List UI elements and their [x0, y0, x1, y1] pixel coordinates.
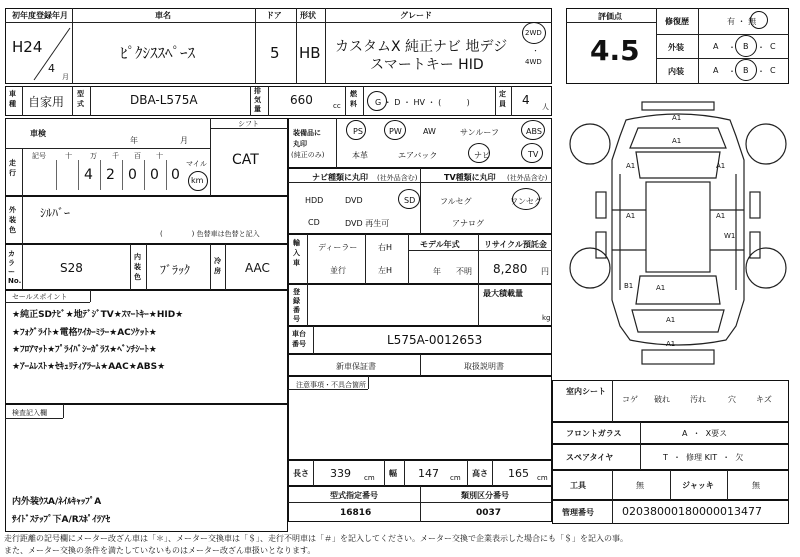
tv-title: TV種類に丸印 [444, 173, 496, 182]
usage-value: 自家用 [28, 95, 65, 109]
equip-title1: 装備品に [293, 129, 321, 137]
spare-label: スペアタイヤ [566, 453, 614, 462]
spare-value: T ・ 修理 KIT ・ 欠 [663, 453, 744, 462]
equip-navi: ナビ [474, 151, 490, 160]
int-color-label: 内装色 [134, 253, 141, 281]
score-label: 評価点 [598, 12, 622, 21]
ext-c: C [770, 42, 776, 51]
mileage-label: 走行 [9, 159, 16, 177]
int-c: C [770, 66, 776, 75]
car-name-label: 車名 [155, 11, 171, 20]
shape-label: 形状 [300, 11, 316, 20]
length-unit: cm [364, 474, 375, 482]
mileage-digit-4: 0 [171, 167, 180, 183]
shaken-year-unit: 年 [130, 136, 138, 145]
diag-label-11: A1 [666, 340, 676, 348]
drive-4wd: 4WD [525, 58, 542, 66]
displacement-value: 660 [290, 93, 313, 107]
capacity-value: 4 [522, 93, 530, 107]
sales-line-4: ★ｱｰﾑﾚｽﾄ★ｾｷｭﾘﾃｨｱﾗｰﾑ★AAC★ABS★ [12, 362, 166, 372]
import-parallel: 並行 [330, 266, 346, 275]
glass-label: フロントガラス [566, 429, 622, 438]
ps-circle [346, 120, 366, 140]
seat-item-4: キズ [756, 395, 772, 404]
seat-item-2: 汚れ [690, 395, 706, 404]
jack-value: 無 [752, 481, 760, 490]
fuel-circle [367, 91, 387, 111]
diag-label-8: B1 [624, 282, 634, 290]
diag-label-3: A1 [626, 162, 636, 170]
max-load-label: 最大積載量 [483, 289, 523, 298]
diag-label-4: A1 [716, 162, 726, 170]
first-reg-year: H24 [12, 38, 43, 56]
color-note: ( ) 色替車は色替と記入 [160, 230, 260, 238]
diag-label-9: A1 [656, 284, 666, 292]
ext-color-value: ｼﾙﾊﾞｰ [40, 206, 71, 220]
navi-hdd: HDD [305, 196, 324, 205]
diag-label-5: A1 [626, 212, 636, 220]
sales-line-3: ★ﾌﾛｱﾏｯﾄ★ﾌﾟﾗｲﾊﾞｼｰｶﾞﾗｽ★ﾍﾞﾝﾁｼｰﾄ★ [12, 345, 157, 355]
category-label: 類別区分番号 [461, 491, 509, 500]
shape-value: HB [299, 44, 321, 62]
inspector-label: 検査記入欄 [12, 409, 47, 417]
navi-dvd-play: DVD 再生可 [345, 219, 390, 228]
sales-line-1: ★純正SDﾅﾋﾞ★地ﾃﾞｼﾞTV★ｽﾏｰﾄｷｰ★HID★ [12, 310, 184, 320]
inspector-line-1: 内外装ｳｽA/ﾈｲﾙｷｬｯﾌﾟA [12, 497, 102, 507]
equip-abs: ABS [526, 127, 542, 136]
oneseg-circle [512, 188, 540, 210]
mileage-unit-2: 千 [112, 152, 119, 160]
mileage-unit-5: マイル [186, 160, 207, 168]
sd-circle [398, 189, 420, 209]
interior-label: 内装 [668, 67, 684, 76]
grade-line2: スマートキー HID [370, 57, 484, 73]
footer-line-1: 走行距離の記号欄にメーター改ざん車は「＊」、メーター交換車は「＄」、走行不明車は「＃」を記入してください。メーター交換で企業表示した場合にも「＄」を記入の事。 [4, 534, 628, 543]
displacement-label: 排気量 [254, 87, 261, 113]
manual-label: 取扱説明書 [464, 362, 504, 371]
repair-circle [750, 11, 768, 29]
mgmt-label: 管理番号 [562, 508, 594, 517]
grade-label: グレード [400, 11, 432, 20]
cc-unit: cc [333, 102, 341, 110]
model-year-value: 不明 [456, 267, 472, 276]
equip-sunroof: サンルーフ [460, 128, 499, 137]
sales-points-label: セールスポイント [12, 293, 68, 301]
navi-circle [468, 143, 490, 163]
length-label: 長さ [293, 469, 309, 478]
shift-label: シフト [238, 120, 259, 128]
int-circle [735, 59, 757, 81]
cool-value: AAC [245, 261, 270, 275]
fuel-label: 燃料 [350, 90, 357, 108]
type-cert-label: 型式指定番号 [330, 491, 378, 500]
usage-row [5, 86, 552, 116]
first-reg-month: 4 [48, 62, 55, 75]
notes-label: 注意事項・不具合箇所 [296, 381, 366, 389]
first-reg-label: 初年度登録年月 [12, 11, 68, 20]
chassis-value: L575A-0012653 [387, 333, 483, 347]
equip-aw: AW [423, 127, 436, 136]
diag-label-6: A1 [716, 212, 726, 220]
seat-item-3: 穴 [728, 395, 736, 404]
width-label: 幅 [389, 469, 397, 478]
ext-dot2: ・ [757, 43, 765, 52]
mileage-digit-2: 0 [128, 167, 137, 183]
mileage-sub: 記号 [32, 152, 46, 160]
equip-pw: PW [389, 127, 402, 136]
diag-label-10: A1 [666, 316, 676, 324]
diag-label-2: A1 [672, 137, 682, 145]
recycle-value: 8,280 [493, 262, 528, 276]
footer-line-2: また、メーター交換の条件を満たしていないものはメーター改ざん車扱いとなります。 [4, 546, 316, 555]
model-year-label: モデル年式 [420, 240, 460, 249]
int-dot1: ・ [728, 67, 736, 76]
capacity-label: 定員 [499, 90, 506, 108]
equip-tv: TV [528, 150, 539, 159]
model-label: 型式 [77, 90, 84, 108]
glass-value: A ・ X要ス [682, 429, 728, 438]
navi-sub: (社外品含む) [377, 174, 418, 182]
mileage-unit-4: 十 [156, 152, 163, 160]
month-suffix: 月 [62, 73, 69, 81]
seat-item-1: 破れ [654, 395, 670, 404]
tool-value: 無 [636, 481, 644, 490]
ext-dot1: ・ [728, 43, 736, 52]
score-value: 4.5 [590, 34, 640, 67]
warranty-label: 新車保証書 [336, 362, 376, 371]
int-a: A [713, 66, 719, 75]
width-value: 147 [418, 467, 439, 480]
mgmt-value: 02038000180000013477 [622, 505, 762, 518]
reg-label: 登録番号 [293, 288, 300, 323]
height-value: 165 [508, 467, 529, 480]
pw-circle [384, 120, 406, 140]
diag-label-7: W1 [724, 232, 736, 240]
navi-sd: SD [404, 196, 416, 205]
height-unit: cm [537, 474, 548, 482]
import-label: 輸入車 [293, 239, 300, 267]
doors-label: ドア [266, 11, 282, 20]
inspector-line-2: ｻｲﾄﾞｽﾃｯﾌﾟ下A/Rｽﾎﾟｲﾗｱｾ [12, 515, 111, 525]
mileage-digit-0: 4 [84, 167, 93, 183]
doors-value: 5 [270, 44, 280, 62]
width-unit: cm [450, 474, 461, 482]
equip-ps: PS [353, 127, 363, 136]
ext-circle [735, 35, 757, 57]
equip-airbag: エアバック [398, 151, 438, 160]
tv-fullseg: フルセグ [440, 197, 472, 206]
max-load-unit: kg [542, 314, 551, 322]
color-no-label: カラーNo. [8, 250, 22, 285]
usage-label: 車種 [9, 90, 16, 108]
navi-dvd: DVD [345, 196, 363, 205]
sales-line-2: ★ﾌｫｸﾞﾗｲﾄ★電格ﾜｲｶｰﾐﾗｰ★ACｿｹｯﾄ★ [12, 328, 157, 338]
import-left: 左H [378, 266, 393, 275]
capacity-unit: 人 [542, 103, 549, 111]
tv-analog: アナログ [452, 219, 484, 228]
ext-b: B [743, 42, 749, 51]
cool-label: 冷房 [214, 257, 221, 275]
navi-title: ナビ種類に丸印 [312, 173, 368, 182]
equip-title2: 丸印 [293, 140, 307, 148]
fuel-options: G ・ D ・ HV ・ ( ) [375, 98, 470, 107]
grade-line1: カスタムX 純正ナビ 地デジ [335, 39, 508, 55]
recycle-unit: 円 [541, 267, 549, 276]
car-damage-diagram [566, 100, 790, 380]
chassis-label: 車台番号 [292, 330, 306, 348]
type-cert-value: 16816 [340, 508, 372, 518]
km-unit: km [191, 176, 204, 185]
recycle-label: リサイクル預託金 [484, 240, 547, 249]
tv-sub: (社外品含む) [507, 174, 548, 182]
int-color-value: ﾌﾞﾗｯｸ [160, 263, 191, 277]
mileage-unit-1: 万 [90, 152, 97, 160]
diag-label-1: A1 [672, 114, 682, 122]
seat-label: 室内シート [566, 387, 606, 396]
int-dot2: ・ [757, 67, 765, 76]
ext-color-label: 外装色 [9, 206, 16, 234]
mileage-digit-3: 0 [150, 167, 159, 183]
import-dealer: ディーラー [318, 243, 358, 252]
equip-leather: 本革 [352, 151, 368, 160]
seat-item-0: コゲ [622, 395, 638, 404]
shaken-month-unit: 月 [180, 136, 188, 145]
import-right: 右H [378, 243, 393, 252]
exterior-label: 外装 [668, 43, 684, 52]
navi-cd: CD [308, 218, 320, 227]
tv-oneseg: ワンセグ [510, 197, 542, 206]
color-no-value: S28 [60, 261, 83, 275]
tool-label: 工具 [570, 481, 586, 490]
category-value: 0037 [476, 508, 502, 518]
drive-dot: ・ [532, 47, 539, 55]
shaken-label: 車検 [30, 129, 46, 138]
shift-value: CAT [232, 152, 259, 168]
jack-label: ジャッキ [682, 481, 714, 490]
mileage-unit-3: 百 [134, 152, 141, 160]
tv-circle [521, 143, 543, 163]
length-value: 339 [330, 467, 351, 480]
abs-circle [521, 120, 545, 140]
model-year-unit: 年 [433, 267, 441, 276]
height-label: 高さ [472, 469, 488, 478]
model-value: DBA-L575A [130, 93, 198, 107]
ext-a: A [713, 42, 719, 51]
repair-options: 有 ・ 無 [727, 17, 757, 26]
int-b: B [743, 66, 749, 75]
equip-title3: (純正のみ) [291, 151, 325, 159]
drive-2wd: 2WD [525, 29, 542, 37]
mileage-digit-1: 2 [106, 167, 115, 183]
car-name: ﾋﾟｸｼｽｽﾍﾟｰｽ [120, 44, 196, 62]
repair-label: 修復歴 [665, 17, 689, 26]
mileage-unit-0: 十 [65, 152, 72, 160]
